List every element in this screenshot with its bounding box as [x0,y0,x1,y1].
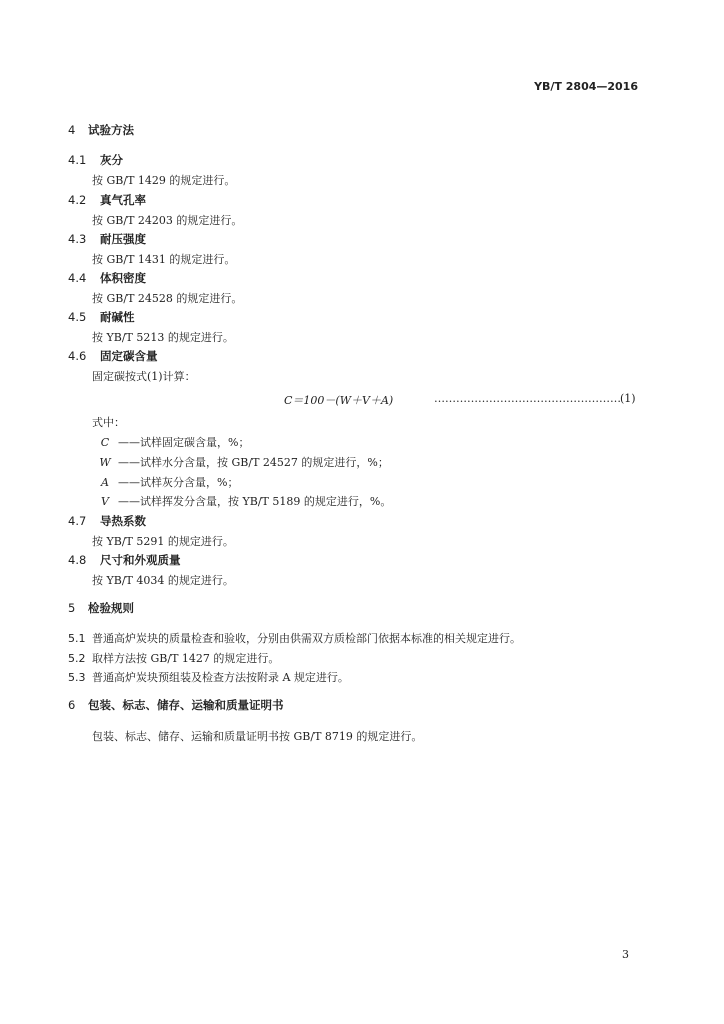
subsection-5-1 [68,630,521,646]
subsection-4-5-text: 按 YB/T 5213 的规定进行。 [92,331,234,344]
subsection-title: 尺寸和外观质量 [100,553,181,567]
subsection-4-7-text: 按 YB/T 5291 的规定进行。 [92,535,234,548]
subsection-number: 4.3 [68,232,87,246]
variable-symbol: W [99,456,111,469]
formula-number: (1) [620,392,636,405]
subsection-number: 4.4 [68,271,87,285]
subsection-number: 4.5 [68,310,87,324]
section-number: 4 [68,123,76,137]
subsection-4-4-text: 按 GB/T 24528 的规定进行。 [92,292,243,305]
subsection-4-2-heading [68,192,146,208]
variable-definition [92,474,238,490]
subsection-number: 4.1 [68,153,87,167]
subsection-title: 灰分 [100,153,123,167]
variable-definition [92,434,249,450]
section-number: 6 [68,698,76,712]
subsection-number: 5.1 [68,632,86,645]
subsection-text: 普通高炉炭块预组装及检查方法按附录 A 规定进行。 [92,671,349,684]
formula-expression: C＝100－(W＋V＋A) [284,394,394,407]
subsection-number: 4.6 [68,349,87,363]
subsection-4-6-text: 固定碳按式(1)计算： [92,370,196,383]
variable-description: ——试样灰分含量，%； [118,476,239,489]
page-number: 3 [622,948,629,961]
variable-symbol: V [101,495,109,508]
section-title: 包装、标志、储存、运输和质量证明书 [88,698,284,712]
subsection-number: 5.3 [68,671,86,684]
subsection-4-8-heading [68,552,181,568]
variable-description: ——试样挥发分含量，按 YB/T 5189 的规定进行，%。 [118,495,392,508]
variable-description: ——试样固定碳含量，%； [118,436,250,449]
subsection-5-2 [68,650,279,666]
subsection-title: 耐压强度 [100,232,146,246]
subsection-text: 取样方法按 GB/T 1427 的规定进行。 [92,652,280,665]
subsection-title: 固定碳含量 [100,349,158,363]
subsection-number: 4.2 [68,193,87,207]
variable-description: ——试样水分含量，按 GB/T 24527 的规定进行，%； [118,456,389,469]
subsection-5-3 [68,669,349,685]
subsection-4-4-heading [68,270,146,286]
section-title: 检验规则 [88,601,134,615]
subsection-4-5-heading [68,309,135,325]
section-6-heading [68,697,284,713]
subsection-number: 5.2 [68,652,86,665]
section-4-heading [68,122,134,138]
variable-symbol: A [101,476,109,489]
subsection-4-1-heading [68,152,123,168]
section-number: 5 [68,601,76,615]
subsection-text: 普通高炉炭块的质量检查和验收，分别由供需双方质检部门依据本标准的相关规定进行。 [92,632,521,645]
variable-definition [92,493,391,509]
variable-definition [92,454,389,470]
section-title: 试验方法 [88,123,134,137]
subsection-4-8-text: 按 YB/T 4034 的规定进行。 [92,574,234,587]
section-5-heading [68,600,134,616]
subsection-4-3-text: 按 GB/T 1431 的规定进行。 [92,253,236,266]
variable-symbol: C [100,436,110,449]
subsection-number: 4.8 [68,553,87,567]
subsection-number: 4.7 [68,514,87,528]
subsection-4-1-text: 按 GB/T 1429 的规定进行。 [92,174,236,187]
subsection-title: 导热系数 [100,514,146,528]
subsection-title: 体积密度 [100,271,146,285]
where-label: 式中： [92,416,125,429]
document-code: YB/T 2804—2016 [534,80,638,93]
subsection-title: 真气孔率 [100,193,146,207]
section-6-text: 包装、标志、储存、运输和质量证明书按 GB/T 8719 的规定进行。 [92,730,423,743]
subsection-4-6-heading [68,348,158,364]
subsection-4-7-heading [68,513,146,529]
subsection-4-2-text: 按 GB/T 24203 的规定进行。 [92,214,243,227]
formula-leader-dots: …………………………………………… [434,392,621,405]
subsection-title: 耐碱性 [100,310,135,324]
subsection-4-3-heading [68,231,146,247]
